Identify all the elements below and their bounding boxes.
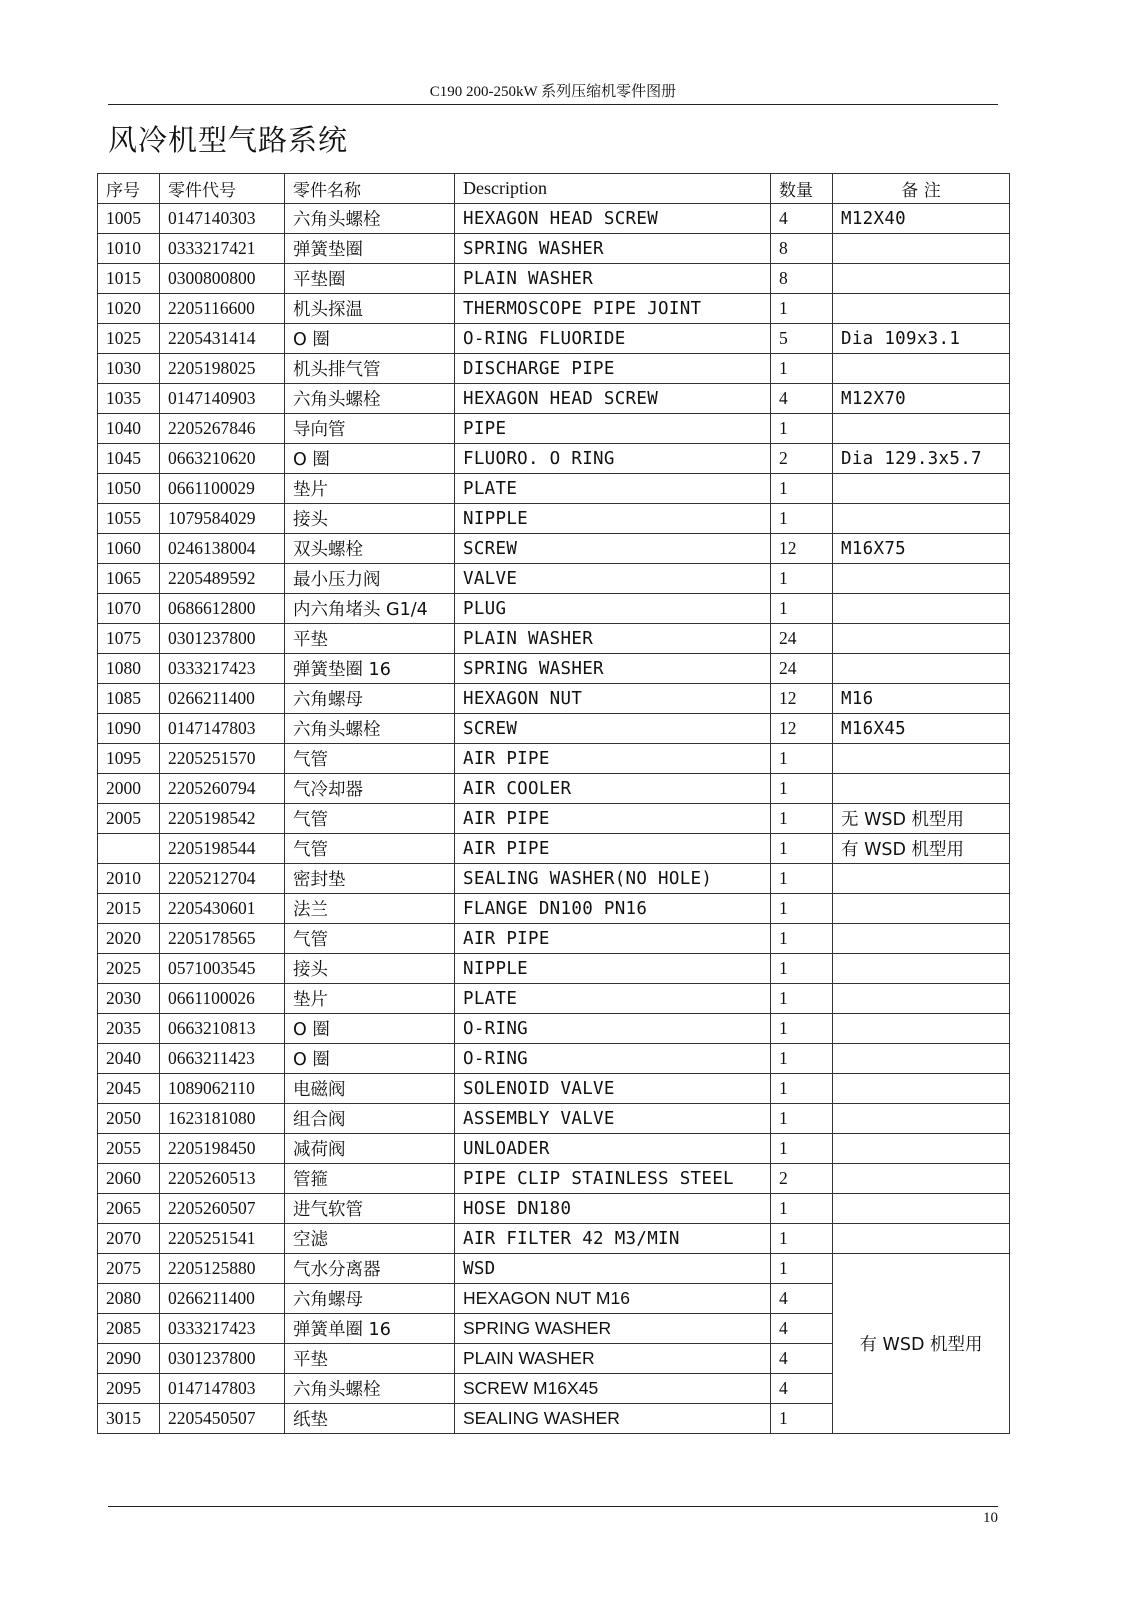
cell-description: HEXAGON HEAD SCREW <box>455 204 771 234</box>
cell-quantity: 12 <box>771 684 833 714</box>
cell-part-name: 气水分离器 <box>285 1254 455 1284</box>
table-row <box>98 744 1010 774</box>
cell-part-code: 2205431414 <box>160 324 285 354</box>
cell-seq: 2095 <box>98 1374 160 1404</box>
table-row <box>98 564 1010 594</box>
cell-description: HEXAGON NUT M16 <box>455 1284 771 1314</box>
cell-description: HEXAGON HEAD SCREW <box>455 384 771 414</box>
cell-part-name: 气冷却器 <box>285 774 455 804</box>
cell-description: AIR PIPE <box>455 744 771 774</box>
page-number: 10 <box>983 1510 998 1526</box>
table-row <box>98 354 1010 384</box>
cell-part-name: 纸垫 <box>285 1404 455 1434</box>
table-row <box>98 804 1010 834</box>
cell-description: SPRING WASHER <box>455 234 771 264</box>
cell-quantity: 24 <box>771 654 833 684</box>
cell-quantity: 1 <box>771 1134 833 1164</box>
cell-note <box>833 744 1010 774</box>
cell-quantity: 2 <box>771 1164 833 1194</box>
cell-description: AIR FILTER 42 M3/MIN <box>455 1224 771 1254</box>
cell-part-name: 接头 <box>285 504 455 534</box>
cell-part-code: 0301237800 <box>160 624 285 654</box>
cell-note <box>833 1134 1010 1164</box>
cell-part-code: 0661100029 <box>160 474 285 504</box>
cell-description: AIR PIPE <box>455 924 771 954</box>
cell-note <box>833 924 1010 954</box>
cell-part-code: 2205430601 <box>160 894 285 924</box>
cell-description: SPRING WASHER <box>455 1314 771 1344</box>
cell-seq: 2045 <box>98 1074 160 1104</box>
cell-seq: 1035 <box>98 384 160 414</box>
cell-note <box>833 774 1010 804</box>
column-header-code: 零件代号 <box>160 174 285 204</box>
cell-part-name: 气管 <box>285 834 455 864</box>
cell-part-name: 最小压力阀 <box>285 564 455 594</box>
cell-note <box>833 894 1010 924</box>
table-row <box>98 834 1010 864</box>
cell-quantity: 1 <box>771 414 833 444</box>
table-row <box>98 864 1010 894</box>
cell-quantity: 2 <box>771 444 833 474</box>
cell-part-code: 0333217421 <box>160 234 285 264</box>
cell-seq: 2075 <box>98 1254 160 1284</box>
cell-part-code: 0663210620 <box>160 444 285 474</box>
cell-quantity: 1 <box>771 564 833 594</box>
table-row <box>98 234 1010 264</box>
cell-quantity: 1 <box>771 774 833 804</box>
cell-quantity: 1 <box>771 1224 833 1254</box>
cell-quantity: 1 <box>771 294 833 324</box>
cell-part-name: O 圈 <box>285 1014 455 1044</box>
cell-seq: 2030 <box>98 984 160 1014</box>
cell-part-name: 六角螺母 <box>285 684 455 714</box>
cell-seq: 1045 <box>98 444 160 474</box>
cell-note <box>833 564 1010 594</box>
cell-description: SPRING WASHER <box>455 654 771 684</box>
cell-seq: 3015 <box>98 1404 160 1434</box>
cell-seq: 1065 <box>98 564 160 594</box>
cell-note <box>833 474 1010 504</box>
cell-quantity: 1 <box>771 1074 833 1104</box>
document-header: C190 200-250kW 系列压缩机零件图册 <box>429 84 677 100</box>
cell-seq: 1075 <box>98 624 160 654</box>
cell-part-name: 内六角堵头 G1/4 <box>285 594 455 624</box>
cell-note: M12X40 <box>833 204 1010 234</box>
table-header-row <box>98 174 1010 204</box>
cell-quantity: 1 <box>771 474 833 504</box>
cell-quantity: 1 <box>771 354 833 384</box>
cell-quantity: 1 <box>771 1104 833 1134</box>
cell-note <box>833 1044 1010 1074</box>
cell-note <box>833 1104 1010 1134</box>
cell-part-name: 接头 <box>285 954 455 984</box>
cell-description: AIR PIPE <box>455 834 771 864</box>
cell-quantity: 4 <box>771 1374 833 1404</box>
cell-description: DISCHARGE PIPE <box>455 354 771 384</box>
cell-quantity: 1 <box>771 594 833 624</box>
cell-part-name: 法兰 <box>285 894 455 924</box>
cell-quantity: 4 <box>771 1284 833 1314</box>
cell-note <box>833 984 1010 1014</box>
cell-part-code: 0661100026 <box>160 984 285 1014</box>
cell-seq: 1030 <box>98 354 160 384</box>
table-row <box>98 1194 1010 1224</box>
cell-part-name: 气管 <box>285 924 455 954</box>
cell-part-code: 2205116600 <box>160 294 285 324</box>
cell-part-code: 2205198025 <box>160 354 285 384</box>
cell-quantity: 4 <box>771 1344 833 1374</box>
cell-seq: 2090 <box>98 1344 160 1374</box>
table-row <box>98 474 1010 504</box>
cell-note <box>833 264 1010 294</box>
footer-divider <box>108 1506 998 1507</box>
cell-quantity: 4 <box>771 204 833 234</box>
cell-part-name: 双头螺栓 <box>285 534 455 564</box>
cell-quantity: 5 <box>771 324 833 354</box>
table-row <box>98 1014 1010 1044</box>
table-row <box>98 714 1010 744</box>
cell-description: NIPPLE <box>455 954 771 984</box>
column-header-description: Description <box>455 174 771 204</box>
cell-note <box>833 654 1010 684</box>
cell-note: 无 WSD 机型用 <box>833 804 1010 834</box>
cell-part-code: 0301237800 <box>160 1344 285 1374</box>
cell-description: AIR PIPE <box>455 804 771 834</box>
column-header-name: 零件名称 <box>285 174 455 204</box>
cell-seq: 1010 <box>98 234 160 264</box>
cell-part-code: 2205125880 <box>160 1254 285 1284</box>
cell-note <box>833 594 1010 624</box>
table-row <box>98 1254 1010 1284</box>
cell-part-code: 2205260794 <box>160 774 285 804</box>
cell-seq: 2070 <box>98 1224 160 1254</box>
cell-part-code: 1079584029 <box>160 504 285 534</box>
cell-quantity: 1 <box>771 894 833 924</box>
cell-part-name: 气管 <box>285 744 455 774</box>
cell-quantity: 1 <box>771 984 833 1014</box>
table-row <box>98 444 1010 474</box>
cell-quantity: 12 <box>771 534 833 564</box>
cell-description: PLAIN WASHER <box>455 1344 771 1374</box>
cell-quantity: 1 <box>771 1254 833 1284</box>
cell-note <box>833 1074 1010 1104</box>
header-divider <box>108 104 998 105</box>
cell-description: ASSEMBLY VALVE <box>455 1104 771 1134</box>
cell-part-name: 弹簧垫圈 16 <box>285 654 455 684</box>
table-row <box>98 1224 1010 1254</box>
cell-note <box>833 624 1010 654</box>
cell-description: FLUORO. O RING <box>455 444 771 474</box>
cell-quantity: 1 <box>771 1044 833 1074</box>
cell-note: M16 <box>833 684 1010 714</box>
cell-seq: 1040 <box>98 414 160 444</box>
cell-part-code: 2205198450 <box>160 1134 285 1164</box>
cell-part-name: 空滤 <box>285 1224 455 1254</box>
cell-part-code: 2205260513 <box>160 1164 285 1194</box>
cell-description: SOLENOID VALVE <box>455 1074 771 1104</box>
cell-seq: 2005 <box>98 804 160 834</box>
cell-description: AIR COOLER <box>455 774 771 804</box>
cell-note: 有 WSD 机型用 <box>833 834 1010 864</box>
cell-quantity: 4 <box>771 384 833 414</box>
cell-part-name: 组合阀 <box>285 1104 455 1134</box>
cell-description: O-RING <box>455 1014 771 1044</box>
cell-note <box>833 414 1010 444</box>
table-row <box>98 894 1010 924</box>
cell-part-code: 0266211400 <box>160 1284 285 1314</box>
cell-note <box>833 1014 1010 1044</box>
cell-part-code: 0663210813 <box>160 1014 285 1044</box>
cell-description: O-RING <box>455 1044 771 1074</box>
cell-part-code: 2205198544 <box>160 834 285 864</box>
page-title: 风冷机型气路系统 <box>108 123 349 157</box>
cell-quantity: 1 <box>771 864 833 894</box>
cell-quantity: 1 <box>771 504 833 534</box>
table-row <box>98 534 1010 564</box>
table-row <box>98 924 1010 954</box>
table-row <box>98 414 1010 444</box>
cell-part-code: 0300800800 <box>160 264 285 294</box>
cell-description: PIPE CLIP STAINLESS STEEL <box>455 1164 771 1194</box>
cell-part-code: 2205251541 <box>160 1224 285 1254</box>
cell-part-name: 平垫 <box>285 1344 455 1374</box>
cell-seq <box>98 834 160 864</box>
cell-part-name: 六角头螺栓 <box>285 204 455 234</box>
cell-description: HEXAGON NUT <box>455 684 771 714</box>
cell-quantity: 4 <box>771 1314 833 1344</box>
cell-part-code: 2205267846 <box>160 414 285 444</box>
table-row <box>98 594 1010 624</box>
cell-part-code: 0333217423 <box>160 1314 285 1344</box>
cell-part-code: 0246138004 <box>160 534 285 564</box>
cell-quantity: 8 <box>771 234 833 264</box>
cell-description: HOSE DN180 <box>455 1194 771 1224</box>
cell-quantity: 8 <box>771 264 833 294</box>
table-row <box>98 384 1010 414</box>
cell-description: SEALING WASHER(NO HOLE) <box>455 864 771 894</box>
cell-seq: 2000 <box>98 774 160 804</box>
cell-seq: 1005 <box>98 204 160 234</box>
cell-note: Dia 109x3.1 <box>833 324 1010 354</box>
cell-part-name: 减荷阀 <box>285 1134 455 1164</box>
cell-part-name: 管箍 <box>285 1164 455 1194</box>
cell-note-merged: 有 WSD 机型用 <box>833 1254 1010 1434</box>
cell-part-code: 0147147803 <box>160 1374 285 1404</box>
cell-part-code: 2205489592 <box>160 564 285 594</box>
column-header-seq: 序号 <box>98 174 160 204</box>
table-row <box>98 204 1010 234</box>
table-row <box>98 1104 1010 1134</box>
cell-part-name: 六角头螺栓 <box>285 1374 455 1404</box>
parts-table <box>97 173 1010 1434</box>
table-row <box>98 1134 1010 1164</box>
cell-description: PLAIN WASHER <box>455 264 771 294</box>
table-row <box>98 264 1010 294</box>
cell-quantity: 1 <box>771 744 833 774</box>
cell-part-name: 六角头螺栓 <box>285 714 455 744</box>
cell-seq: 1050 <box>98 474 160 504</box>
cell-description: PIPE <box>455 414 771 444</box>
cell-part-name: 导向管 <box>285 414 455 444</box>
cell-part-name: 气管 <box>285 804 455 834</box>
cell-quantity: 1 <box>771 1404 833 1434</box>
cell-note <box>833 1224 1010 1254</box>
cell-part-name: 垫片 <box>285 984 455 1014</box>
cell-quantity: 1 <box>771 1014 833 1044</box>
cell-seq: 2010 <box>98 864 160 894</box>
cell-description: FLANGE DN100 PN16 <box>455 894 771 924</box>
cell-quantity: 12 <box>771 714 833 744</box>
column-header-qty: 数量 <box>771 174 833 204</box>
cell-part-name: 机头探温 <box>285 294 455 324</box>
cell-seq: 1015 <box>98 264 160 294</box>
cell-note <box>833 864 1010 894</box>
cell-note <box>833 954 1010 984</box>
table-row <box>98 654 1010 684</box>
table-row <box>98 774 1010 804</box>
cell-part-code: 0147140303 <box>160 204 285 234</box>
cell-seq: 2055 <box>98 1134 160 1164</box>
cell-note: Dia 129.3x5.7 <box>833 444 1010 474</box>
column-header-note: 备 注 <box>833 174 1010 204</box>
cell-seq: 2060 <box>98 1164 160 1194</box>
cell-note <box>833 1194 1010 1224</box>
cell-description: PLAIN WASHER <box>455 624 771 654</box>
cell-description: PLATE <box>455 984 771 1014</box>
cell-seq: 1095 <box>98 744 160 774</box>
cell-part-name: O 圈 <box>285 444 455 474</box>
cell-description: PLUG <box>455 594 771 624</box>
cell-quantity: 1 <box>771 924 833 954</box>
cell-part-name: 六角头螺栓 <box>285 384 455 414</box>
table-row <box>98 984 1010 1014</box>
cell-part-name: 机头排气管 <box>285 354 455 384</box>
cell-part-code: 0147147803 <box>160 714 285 744</box>
cell-description: NIPPLE <box>455 504 771 534</box>
cell-part-name: 垫片 <box>285 474 455 504</box>
cell-part-code: 1623181080 <box>160 1104 285 1134</box>
cell-description: SCREW M16X45 <box>455 1374 771 1404</box>
table-row <box>98 684 1010 714</box>
cell-description: THERMOSCOPE PIPE JOINT <box>455 294 771 324</box>
cell-part-name: O 圈 <box>285 324 455 354</box>
cell-quantity: 1 <box>771 834 833 864</box>
cell-part-name: 弹簧单圈 16 <box>285 1314 455 1344</box>
cell-seq: 1070 <box>98 594 160 624</box>
table-row <box>98 294 1010 324</box>
cell-seq: 2025 <box>98 954 160 984</box>
cell-description: SCREW <box>455 534 771 564</box>
cell-seq: 1020 <box>98 294 160 324</box>
table-row <box>98 624 1010 654</box>
cell-seq: 2015 <box>98 894 160 924</box>
cell-part-name: 密封垫 <box>285 864 455 894</box>
cell-description: PLATE <box>455 474 771 504</box>
cell-part-code: 0266211400 <box>160 684 285 714</box>
cell-seq: 2040 <box>98 1044 160 1074</box>
cell-seq: 2080 <box>98 1284 160 1314</box>
cell-note: M16X45 <box>833 714 1010 744</box>
cell-note: M16X75 <box>833 534 1010 564</box>
cell-note <box>833 504 1010 534</box>
table-row <box>98 1164 1010 1194</box>
cell-part-code: 2205178565 <box>160 924 285 954</box>
cell-seq: 2050 <box>98 1104 160 1134</box>
parts-table-body <box>98 204 1010 1434</box>
cell-note <box>833 234 1010 264</box>
cell-description: WSD <box>455 1254 771 1284</box>
cell-seq: 2065 <box>98 1194 160 1224</box>
cell-description: SCREW <box>455 714 771 744</box>
cell-seq: 1080 <box>98 654 160 684</box>
cell-part-name: 电磁阀 <box>285 1074 455 1104</box>
cell-seq: 2035 <box>98 1014 160 1044</box>
table-row <box>98 504 1010 534</box>
cell-part-code: 2205212704 <box>160 864 285 894</box>
cell-part-name: 平垫 <box>285 624 455 654</box>
table-row <box>98 1044 1010 1074</box>
cell-part-name: 平垫圈 <box>285 264 455 294</box>
cell-quantity: 24 <box>771 624 833 654</box>
cell-quantity: 1 <box>771 804 833 834</box>
cell-seq: 1085 <box>98 684 160 714</box>
cell-description: UNLOADER <box>455 1134 771 1164</box>
cell-part-name: 六角螺母 <box>285 1284 455 1314</box>
cell-part-code: 0571003545 <box>160 954 285 984</box>
cell-part-code: 2205251570 <box>160 744 285 774</box>
cell-part-code: 2205260507 <box>160 1194 285 1224</box>
cell-part-code: 0147140903 <box>160 384 285 414</box>
cell-quantity: 1 <box>771 1194 833 1224</box>
cell-part-code: 2205450507 <box>160 1404 285 1434</box>
cell-part-code: 2205198542 <box>160 804 285 834</box>
cell-note <box>833 1164 1010 1194</box>
cell-seq: 1090 <box>98 714 160 744</box>
table-row <box>98 1074 1010 1104</box>
cell-part-code: 0663211423 <box>160 1044 285 1074</box>
cell-description: SEALING WASHER <box>455 1404 771 1434</box>
table-row <box>98 324 1010 354</box>
cell-note <box>833 354 1010 384</box>
cell-seq: 1060 <box>98 534 160 564</box>
cell-quantity: 1 <box>771 954 833 984</box>
cell-note <box>833 294 1010 324</box>
cell-part-code: 0333217423 <box>160 654 285 684</box>
cell-description: VALVE <box>455 564 771 594</box>
cell-description: O-RING FLUORIDE <box>455 324 771 354</box>
table-row <box>98 954 1010 984</box>
cell-part-name: O 圈 <box>285 1044 455 1074</box>
cell-note: M12X70 <box>833 384 1010 414</box>
cell-part-code: 1089062110 <box>160 1074 285 1104</box>
cell-seq: 1025 <box>98 324 160 354</box>
cell-part-name: 弹簧垫圈 <box>285 234 455 264</box>
cell-part-name: 进气软管 <box>285 1194 455 1224</box>
cell-part-code: 0686612800 <box>160 594 285 624</box>
cell-seq: 2085 <box>98 1314 160 1344</box>
cell-seq: 1055 <box>98 504 160 534</box>
cell-seq: 2020 <box>98 924 160 954</box>
